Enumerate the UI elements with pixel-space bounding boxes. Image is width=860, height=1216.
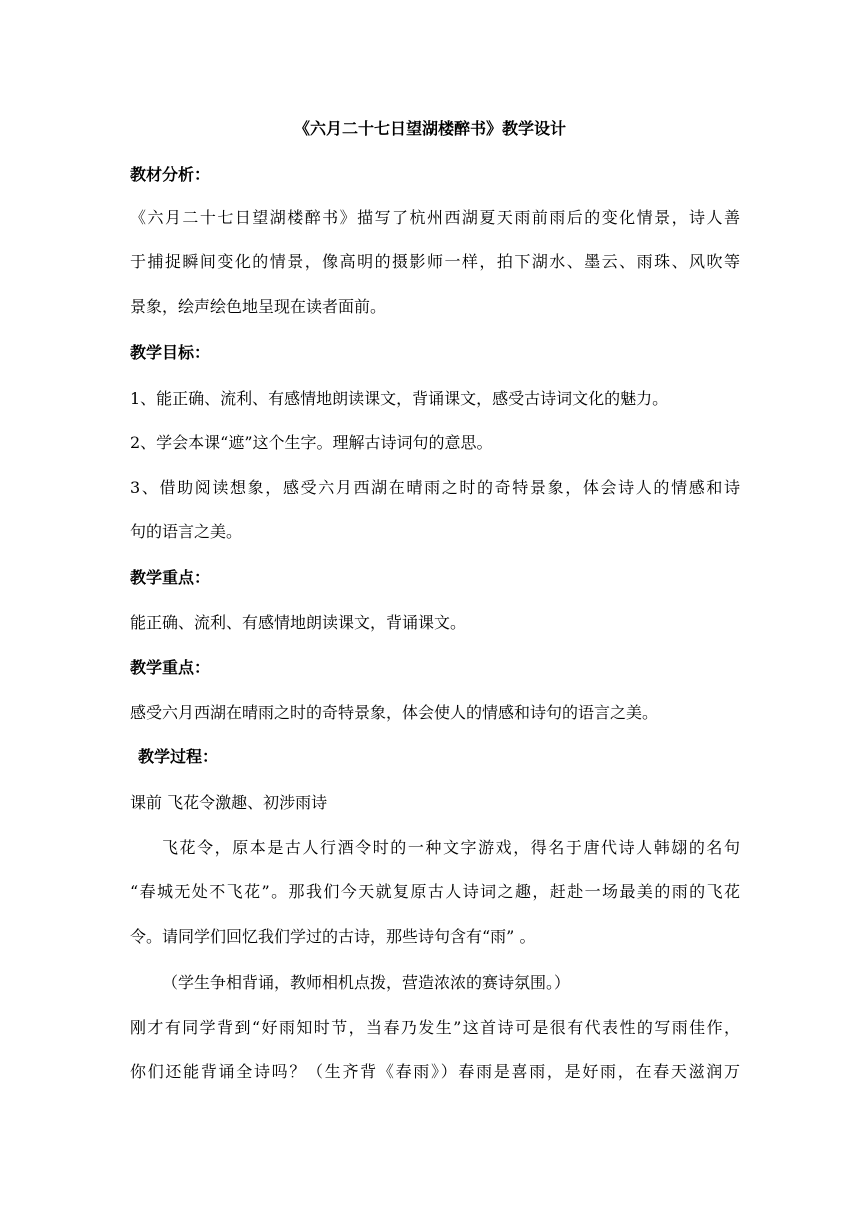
analysis-line: 景象，绘声绘色地呈现在读者面前。 (130, 297, 387, 316)
process-line: （学生争相背诵，教师相机点拨，营造浓浓的赛诗氛围。） (162, 973, 571, 992)
process-line: 刚才有同学背到“好雨知时节，当春乃发生”这首诗可是很有代表性的写雨佳作， (130, 1018, 740, 1037)
process-subheading: 课前 飞花令激趣、初涉雨诗 (130, 793, 328, 812)
process-line: “春城无处不飞花”。那我们今天就复原古人诗词之趣，赶赴一场最美的雨的飞花 (130, 882, 740, 901)
document-title: 《六月二十七日望湖楼醉书》教学设计 (293, 119, 566, 138)
goals-heading: 教学目标： (130, 343, 211, 362)
analysis-line: 于捕捉瞬间变化的情景，像高明的摄影师一样，拍下湖水、墨云、雨珠、风吹等 (130, 252, 740, 271)
process-heading: 教学过程： (138, 747, 219, 766)
goal-line: 2、学会本课“遮”这个生字。理解古诗词句的意思。 (130, 433, 493, 452)
analysis-line: 《六月二十七日望湖楼醉书》描写了杭州西湖夏天雨前雨后的变化情景，诗人善 (130, 208, 740, 227)
goal-line: 3、借助阅读想象，感受六月西湖在晴雨之时的奇特景象，体会诗人的情感和诗 (130, 478, 740, 497)
analysis-heading: 教材分析： (130, 165, 211, 184)
key-points-heading: 教学重点： (130, 568, 211, 587)
key-points-heading: 教学重点： (130, 658, 211, 677)
goal-line: 句的语言之美。 (130, 522, 243, 541)
goal-line: 1、能正确、流利、有感情地朗读课文，背诵课文，感受古诗词文化的魅力。 (130, 389, 669, 408)
key-points-text: 能正确、流利、有感情地朗读课文，背诵课文。 (130, 613, 467, 632)
process-line: 飞花令，原本是古人行酒令时的一种文字游戏，得名于唐代诗人韩翃的名句 (162, 838, 740, 857)
key-points-text: 感受六月西湖在晴雨之时的奇特景象，体会使人的情感和诗句的语言之美。 (130, 703, 659, 722)
process-line: 你们还能背诵全诗吗？（生齐背《春雨》）春雨是喜雨，是好雨，在春天滋润万 (130, 1062, 740, 1081)
process-line: 令。请同学们回忆我们学过的古诗，那些诗句含有“雨” 。 (130, 927, 536, 946)
